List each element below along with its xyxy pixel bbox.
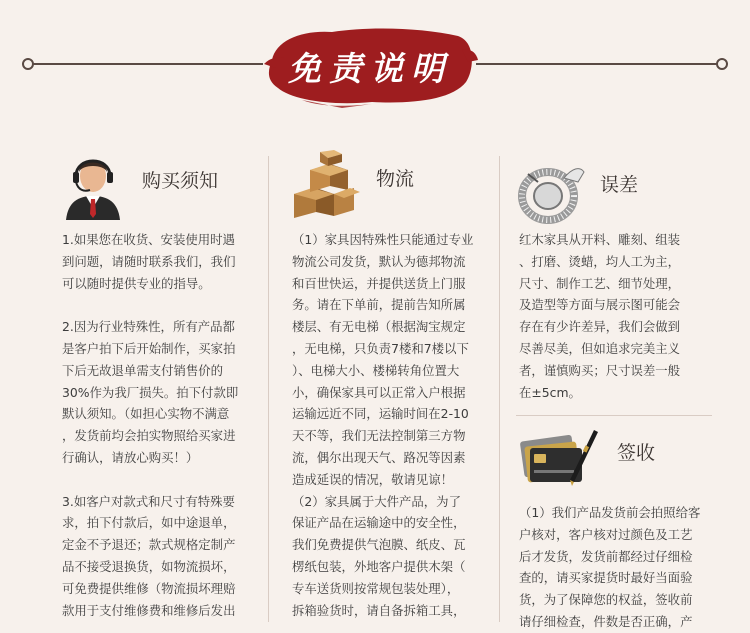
tolerance-heading: 误差 bbox=[600, 174, 639, 196]
purchase-notice-heading: 购买须知 bbox=[142, 170, 219, 192]
tape-measure-icon bbox=[518, 158, 586, 228]
header-rule-right-end bbox=[716, 58, 728, 70]
header-rule-left bbox=[30, 63, 263, 65]
logistics-heading: 物流 bbox=[376, 168, 415, 190]
signing-heading: 签收 bbox=[617, 442, 656, 464]
header-rule-right bbox=[476, 63, 720, 65]
logistics-text: （1）家具因特殊性只能通过专业 物流公司发货，默认为德邦物流 和百世快运，并提供送货上门服 务。请在下单前，提前告知所属 楼层、有无电梯（根据淘宝规定 ，无电梯，只负责7楼和7楼以下 ）、电梯大小、楼梯转角位置大 小，确保家具可以正常入户根据 运输远近不同，运输时间在2-10 天不等，我们无法控制第三方物 流，偶尔出现天气、路况等因素 造成延误的情况，敬请见谅！ （2）家具属于大件产品，为了 保证产品在运输途中的安全性， 我们免费提供气泡膜、纸皮、瓦 楞纸包装，外地客户提供木架（ 专车送货则按常规包装处理）， 拆箱验货时，请自备拆箱工具， bbox=[292, 232, 474, 618]
column-divider bbox=[268, 156, 269, 622]
section-divider bbox=[516, 415, 712, 416]
header-rule-left-end bbox=[22, 58, 34, 70]
card-and-pen-icon bbox=[518, 424, 600, 494]
tolerance-text: 红木家具从开料、雕刻、组装 、打磨、烫蜡，均人工为主， 尺寸、制作工艺、细节处理， 及造型等方面与展示图可能会 存在有少许差异，我们会做到 尽善尽美，但如追求完美主义 者，谨慎购买；尺寸误差一般 在±5cm。 bbox=[519, 232, 681, 400]
customer-service-headset-icon bbox=[62, 148, 124, 224]
signing-text: （1）我们产品发货前会拍照给客 户核对，客户核对过颜色及工艺 后才发货，发货前都经过仔细检 查的，请买家提货时最好当面验 货，为了保障您的权益，签收前 请仔细检查，件数是否正确，产 bbox=[519, 505, 701, 629]
title-banner bbox=[262, 20, 478, 108]
column-divider bbox=[499, 156, 500, 622]
boxes-icon bbox=[290, 150, 362, 224]
purchase-notice-text: 1.如果您在收货、安装使用时遇 到问题，请随时联系我们，我们 可以随时提供专业的指导。 2.因为行业特殊性，所有产品都 是客户拍下后开始制作，买家拍 下后无故退单需支付销售价的 30%作为我厂损失。拍下付款即 默认须知。（如担心实物不满意 ，发货前均会拍实物照给买家进 行确认，请放心购买！） 3.如客户对款式和尺寸有特殊要 求，拍下付款后，如中途退单， 定金不予退还；款式规格定制产 品不接受退换货，如物流损坏， 可免费提供维修（物流损坏理赔 款用于支付维修费和维修后发出 bbox=[62, 232, 239, 618]
page-title: 免责说明 bbox=[288, 49, 452, 88]
